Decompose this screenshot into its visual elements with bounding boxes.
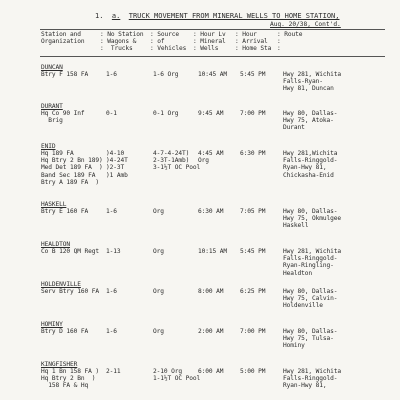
entry-source: 2-10 Org 1-1½T OC Pool [153,368,201,383]
document-subtitle: Aug. 20/38, Cont'd. [270,21,341,28]
header-bottom-rule [40,56,385,57]
entry-org: Co B 120 QM Regt [41,248,100,255]
header-col-hour-arr: : Hour : Arrival : Home Sta [235,31,272,53]
entry-leave: 6:00 AM [198,368,224,375]
entry-arrive: 5:00 PM [240,368,266,375]
entry-arrive: 6:25 PM [240,288,266,295]
entry-source: Org [153,328,164,335]
entry-leave: 8:00 AM [198,288,224,295]
entry-arrive: 7:00 PM [240,328,266,335]
entry-arrive: 5:45 PM [240,248,266,255]
entry-stations: 1-6 [106,288,117,295]
entry-org: Btry E 160 FA [41,208,89,215]
entry-arrive: 7:00 PM [240,110,266,117]
header-col-source: : Source : of : Vehicles [150,31,187,53]
entry-route: Hwy 80, Dallas- Hwy 75, Calvin- Holdenville [283,288,338,310]
entry-route: Hwy 281, Wichita Falls-Ryan- Hwy 81, Duncan [283,71,342,93]
entry-route: Hwy 281,Wichita Falls-Ringgold- Ryan-Hwy 81, Chickasha-Enid [283,150,338,179]
entry-org: Hq 1 Bn 158 FA ) Hq Btry 2 Bn ) 158 FA & Hq [41,368,100,390]
entry-org: Hq Co 90 Inf Brig [41,110,85,125]
entry-town: DURANT [41,103,63,110]
entry-source: 4-7-4-24T) 2-3T-1Amb) 3-1½T OC Pool [153,150,201,172]
entry-stations: )4-10 )4-24T )2-3T )1 Amb [106,150,128,179]
entry-route: Hwy 80, Dallas- Hwy 75, Tulsa- Hominy [283,328,338,350]
entry-arrive: 7:05 PM [240,208,266,215]
entry-source: Org [153,288,164,295]
entry-stations: 1-6 [106,328,117,335]
entry-route: Hwy 80, Dallas- Hwy 75, Atoka- Durant [283,110,338,132]
entry-stations: 1-13 [106,248,121,255]
header-col-hour-lv: : Hour Lv : Mineral : Wells [193,31,226,53]
entry-stations: 2-11 [106,368,121,375]
header-col-route: : Route : : [277,31,303,53]
entry-town: KINGFISHER [41,361,78,368]
entry-town: HOMINY [41,321,63,328]
entry-route: Hwy 281, Wichita Falls-Ringgold- Ryan-Hwy 81, [283,368,342,390]
entry-org: Btry F 158 FA [41,71,89,78]
entry-town: HASKELL [41,201,67,208]
entry-stations: 0-1 [106,110,117,117]
document-title [95,12,339,20]
title-text: TRUCK MOVEMENT FROM MINERAL WELLS TO HOME STATION, [128,12,340,20]
entry-source: Org [153,248,164,255]
entry-town: HOLDENVILLE [41,281,81,288]
entry-arrive: 5:45 PM [240,71,266,78]
entry-leave: 10:15 AM [198,248,228,255]
entry-source: 0-1 Org [153,110,179,117]
header-top-rule [40,29,385,30]
entry-org: Serv Btry 160 FA [41,288,100,295]
entry-org: Btry D 160 FA [41,328,89,335]
entry-leave: 4:45 AM Org [198,150,224,165]
entry-org: Hq 189 FA Hq Btry 2 Bn 189) Med Det 189 FA ) Band Sec 189 FA Btry A 189 FA ) [41,150,103,186]
entry-leave: 6:30 AM [198,208,224,215]
entry-source: Org [153,208,164,215]
entry-leave: 10:45 AM [198,71,228,78]
entry-stations: 1-6 [106,71,117,78]
header-col-wagons: : No Station : Wagons & : Trucks [100,31,144,53]
entry-route: Hwy 80, Dallas- Hwy 75, Okmulgee Haskell [283,208,342,230]
entry-leave: 9:45 AM [198,110,224,117]
entry-source: 1-6 Org [153,71,179,78]
entry-stations: 1-6 [106,208,117,215]
entry-route: Hwy 281, Wichita Falls-Ringgold- Ryan-Ringling- Healdton [283,248,342,277]
entry-arrive: 6:30 PM [240,150,266,157]
header-col-station: Station and Organization [41,31,85,46]
entry-town: HEALDTON [41,241,71,248]
entry-leave: 2:00 AM [198,328,224,335]
title-letter: a. [111,12,121,20]
entry-town: DUNCAN [41,64,63,71]
entry-town: ENID [41,143,56,150]
title-number: 1. [95,12,104,20]
